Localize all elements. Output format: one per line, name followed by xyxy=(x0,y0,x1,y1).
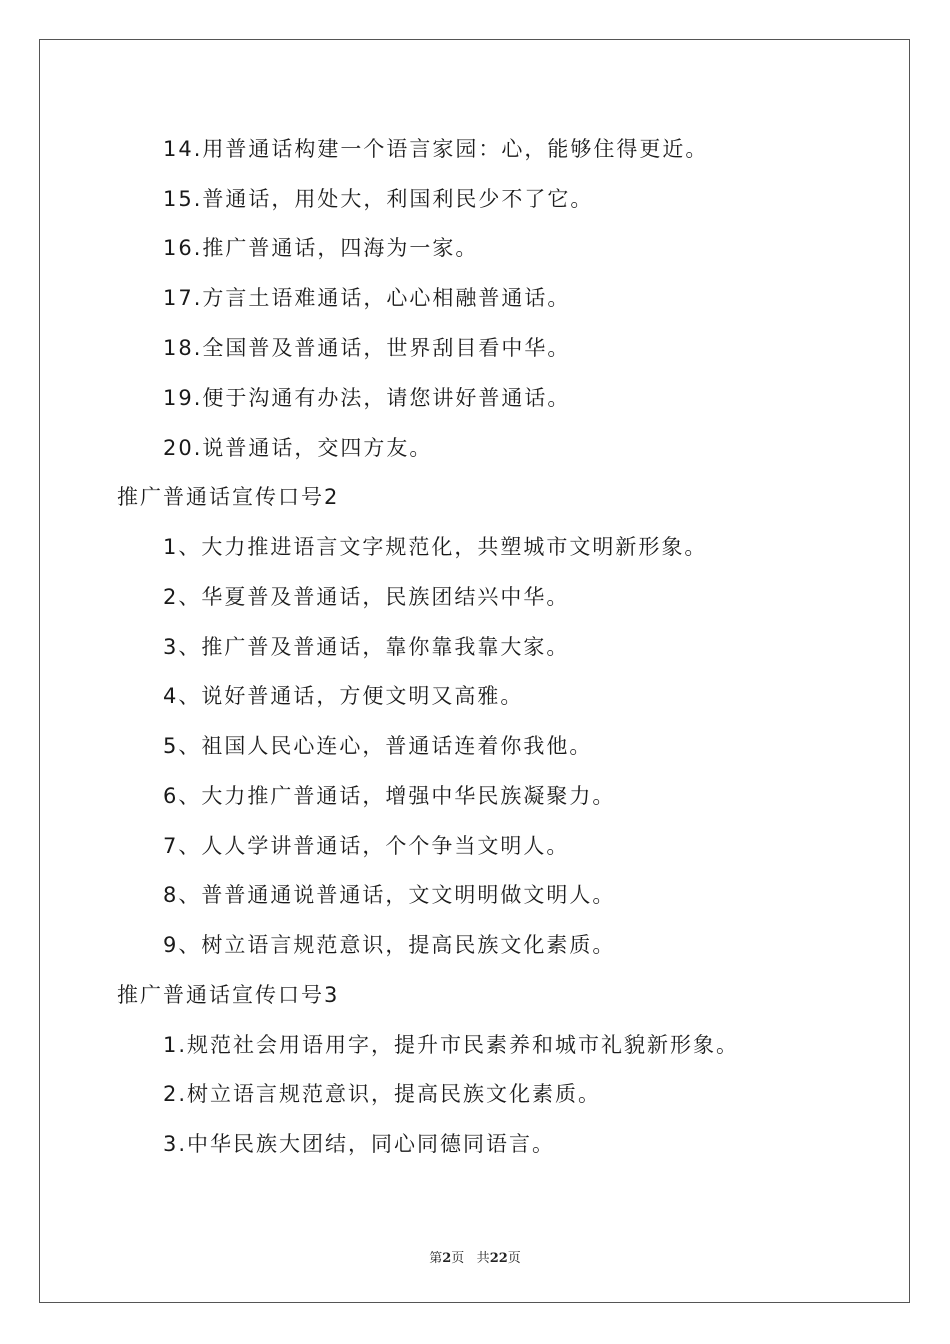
list-item: 3、推广普及普通话，靠你靠我靠大家。 xyxy=(163,635,570,659)
page-prefix: 第 xyxy=(429,1251,443,1266)
page-footer xyxy=(0,1247,950,1266)
total-pages: 22 xyxy=(489,1251,508,1266)
list-item: 7、人人学讲普通话，个个争当文明人。 xyxy=(163,834,570,858)
list-item: 3.中华民族大团结，同心同德同语言。 xyxy=(163,1132,556,1156)
list-item: 9、树立语言规范意识，提高民族文化素质。 xyxy=(163,933,616,957)
list-item: 15.普通话，用处大，利国利民少不了它。 xyxy=(163,187,594,211)
section-heading: 推广普通话宣传口号2 xyxy=(117,485,340,509)
page-number: 2 xyxy=(442,1251,452,1266)
list-item: 5、祖国人民心连心，普通话连着你我他。 xyxy=(163,734,593,758)
list-item: 6、大力推广普通话，增强中华民族凝聚力。 xyxy=(163,784,616,808)
list-item: 16.推广普通话，四海为一家。 xyxy=(163,236,479,260)
page-border xyxy=(39,39,910,1303)
page-suffix: 页 xyxy=(451,1251,465,1266)
list-item: 2.树立语言规范意识，提高民族文化素质。 xyxy=(163,1082,602,1106)
list-item: 19.便于沟通有办法，请您讲好普通话。 xyxy=(163,386,571,410)
total-suffix: 页 xyxy=(507,1251,521,1266)
list-item: 17.方言土语难通话，心心相融普通话。 xyxy=(163,286,571,310)
list-item: 18.全国普及普通话，世界刮目看中华。 xyxy=(163,336,571,360)
total-prefix: 共 xyxy=(476,1251,490,1266)
list-item: 1.规范社会用语用字，提升市民素养和城市礼貌新形象。 xyxy=(163,1033,740,1057)
list-item: 20.说普通话，交四方友。 xyxy=(163,436,433,460)
list-item: 8、普普通通说普通话，文文明明做文明人。 xyxy=(163,883,616,907)
section-heading: 推广普通话宣传口号3 xyxy=(117,983,340,1007)
list-item: 14.用普通话构建一个语言家园：心，能够住得更近。 xyxy=(163,137,709,161)
list-item: 1、大力推进语言文字规范化，共塑城市文明新形象。 xyxy=(163,535,708,559)
list-item: 2、华夏普及普通话，民族团结兴中华。 xyxy=(163,585,570,609)
list-item: 4、说好普通话，方便文明又高雅。 xyxy=(163,684,524,708)
